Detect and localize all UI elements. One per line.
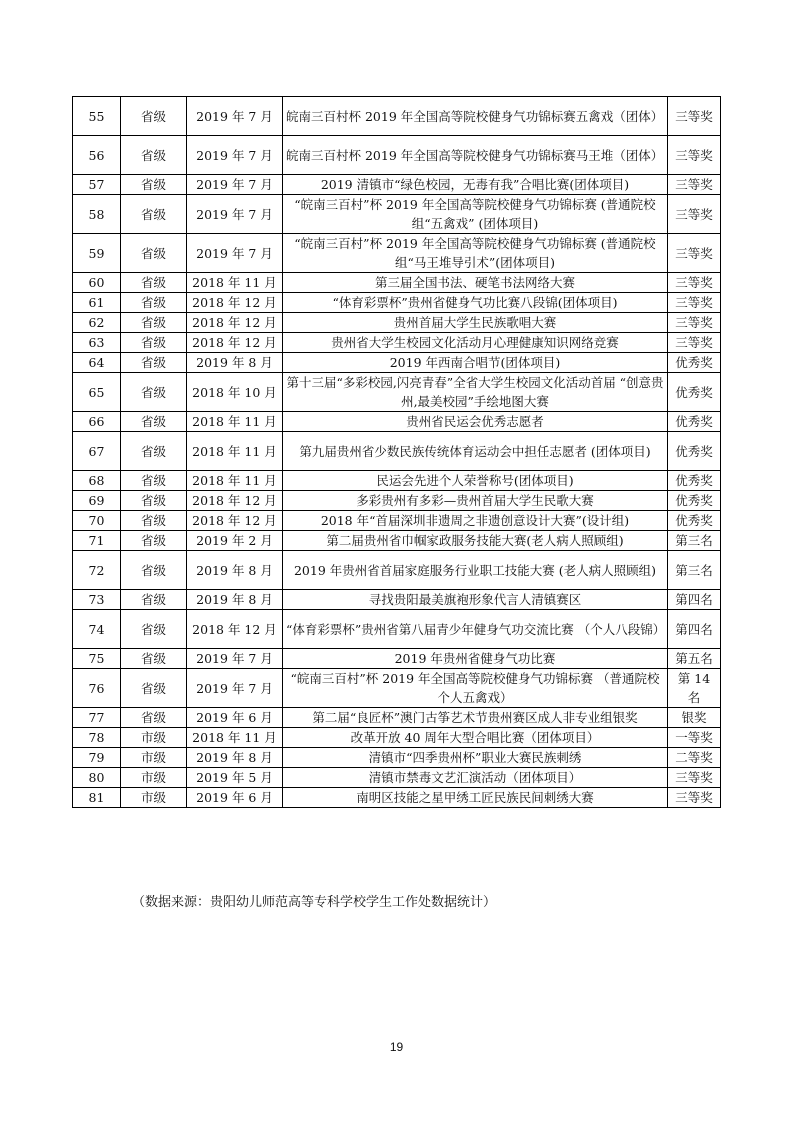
competition-name: 皖南三百村杯 2019 年全国高等院校健身气功锦标赛五禽戏（团体） <box>283 97 668 136</box>
award-result: 第五名 <box>668 649 721 669</box>
competition-name: “皖南三百村”杯 2019 年全国高等院校健身气功锦标赛 (普通院校组“马王堆导引术”(团体项目) <box>283 234 668 273</box>
award-date: 2019 年 7 月 <box>187 97 283 136</box>
table-row <box>73 748 721 768</box>
award-level: 省级 <box>121 136 187 175</box>
competition-name: “皖南三百村”杯 2019 年全国高等院校健身气功锦标赛 （普通院校个人五禽戏） <box>283 669 668 708</box>
row-number: 57 <box>73 175 121 195</box>
table-row <box>73 293 721 313</box>
award-level: 省级 <box>121 175 187 195</box>
award-result: 三等奖 <box>668 175 721 195</box>
row-number: 72 <box>73 551 121 590</box>
competition-name: 皖南三百村杯 2019 年全国高等院校健身气功锦标赛马王堆（团体） <box>283 136 668 175</box>
row-number: 61 <box>73 293 121 313</box>
award-date: 2018 年 12 月 <box>187 333 283 353</box>
row-number: 62 <box>73 313 121 333</box>
award-result: 优秀奖 <box>668 412 721 432</box>
row-number: 60 <box>73 273 121 293</box>
row-number: 79 <box>73 748 121 768</box>
award-level: 省级 <box>121 708 187 728</box>
table-row <box>73 491 721 511</box>
award-date: 2018 年 10 月 <box>187 373 283 412</box>
table-row <box>73 353 721 373</box>
award-level: 省级 <box>121 293 187 313</box>
award-level: 省级 <box>121 234 187 273</box>
award-date: 2019 年 5 月 <box>187 768 283 788</box>
award-level: 市级 <box>121 728 187 748</box>
row-number: 81 <box>73 788 121 808</box>
award-level: 省级 <box>121 313 187 333</box>
award-result: 第 14 名 <box>668 669 721 708</box>
award-result: 三等奖 <box>668 313 721 333</box>
award-date: 2019 年 8 月 <box>187 590 283 610</box>
award-level: 省级 <box>121 491 187 511</box>
row-number: 70 <box>73 511 121 531</box>
award-date: 2019 年 7 月 <box>187 669 283 708</box>
award-result: 三等奖 <box>668 234 721 273</box>
award-result: 第四名 <box>668 610 721 649</box>
competition-name: 民运会先进个人荣誉称号(团体项目) <box>283 471 668 491</box>
competition-name: “体育彩票杯”贵州省第八届青少年健身气功交流比赛 （个人八段锦） <box>283 610 668 649</box>
source-note: （数据来源：贵阳幼儿师范高等专科学校学生工作处数据统计） <box>132 895 497 910</box>
award-level: 省级 <box>121 353 187 373</box>
row-number: 58 <box>73 195 121 234</box>
table-row <box>73 234 721 273</box>
award-result: 三等奖 <box>668 788 721 808</box>
award-result: 三等奖 <box>668 97 721 136</box>
competition-name: 2019 年贵州省健身气功比赛 <box>283 649 668 669</box>
award-result: 银奖 <box>668 708 721 728</box>
award-date: 2018 年 12 月 <box>187 491 283 511</box>
row-number: 67 <box>73 432 121 471</box>
table-row <box>73 551 721 590</box>
row-number: 77 <box>73 708 121 728</box>
award-date: 2019 年 2 月 <box>187 531 283 551</box>
award-date: 2018 年 12 月 <box>187 293 283 313</box>
row-number: 68 <box>73 471 121 491</box>
row-number: 65 <box>73 373 121 412</box>
award-result: 三等奖 <box>668 136 721 175</box>
award-result: 三等奖 <box>668 195 721 234</box>
award-level: 省级 <box>121 195 187 234</box>
award-date: 2018 年 11 月 <box>187 471 283 491</box>
award-result: 优秀奖 <box>668 432 721 471</box>
table-row <box>73 649 721 669</box>
award-level: 省级 <box>121 590 187 610</box>
award-date: 2018 年 12 月 <box>187 610 283 649</box>
competition-name: 第二届“良匠杯”澳门古筝艺术节贵州赛区成人非专业组银奖 <box>283 708 668 728</box>
table-row <box>73 373 721 412</box>
award-result: 优秀奖 <box>668 373 721 412</box>
row-number: 76 <box>73 669 121 708</box>
award-result: 一等奖 <box>668 728 721 748</box>
table-row <box>73 531 721 551</box>
award-result: 三等奖 <box>668 333 721 353</box>
table-row <box>73 195 721 234</box>
row-number: 64 <box>73 353 121 373</box>
award-level: 省级 <box>121 610 187 649</box>
award-result: 优秀奖 <box>668 491 721 511</box>
awards-table <box>72 96 721 808</box>
award-level: 市级 <box>121 768 187 788</box>
award-date: 2018 年 11 月 <box>187 273 283 293</box>
award-result: 优秀奖 <box>668 353 721 373</box>
row-number: 75 <box>73 649 121 669</box>
competition-name: 多彩贵州有多彩—贵州首届大学生民歌大赛 <box>283 491 668 511</box>
row-number: 74 <box>73 610 121 649</box>
award-level: 市级 <box>121 788 187 808</box>
competition-name: 第九届贵州省少数民族传统体育运动会中担任志愿者 (团体项目) <box>283 432 668 471</box>
table-row <box>73 432 721 471</box>
award-date: 2019 年 6 月 <box>187 788 283 808</box>
competition-name: 贵州省民运会优秀志愿者 <box>283 412 668 432</box>
award-date: 2018 年 11 月 <box>187 412 283 432</box>
awards-table-body <box>73 97 721 808</box>
row-number: 80 <box>73 768 121 788</box>
award-result: 优秀奖 <box>668 471 721 491</box>
competition-name: 2018 年“首届深圳非遗周之非遗创意设计大赛”(设计组) <box>283 511 668 531</box>
competition-name: 改革开放 40 周年大型合唱比赛（团体项目） <box>283 728 668 748</box>
row-number: 69 <box>73 491 121 511</box>
award-level: 省级 <box>121 273 187 293</box>
row-number: 59 <box>73 234 121 273</box>
award-result: 优秀奖 <box>668 511 721 531</box>
competition-name: 2019 年西南合唱节(团体项目) <box>283 353 668 373</box>
table-row <box>73 728 721 748</box>
award-level: 省级 <box>121 373 187 412</box>
table-row <box>73 768 721 788</box>
award-date: 2019 年 7 月 <box>187 136 283 175</box>
award-result: 三等奖 <box>668 768 721 788</box>
award-date: 2019 年 6 月 <box>187 708 283 728</box>
competition-name: 贵州首届大学生民族歌唱大赛 <box>283 313 668 333</box>
award-level: 省级 <box>121 511 187 531</box>
competition-name: 第二届贵州省巾帼家政服务技能大赛(老人病人照顾组) <box>283 531 668 551</box>
award-level: 省级 <box>121 432 187 471</box>
table-row <box>73 610 721 649</box>
table-row <box>73 511 721 531</box>
award-level: 市级 <box>121 748 187 768</box>
competition-name: 清镇市“四季贵州杯”职业大赛民族刺绣 <box>283 748 668 768</box>
table-row <box>73 136 721 175</box>
row-number: 73 <box>73 590 121 610</box>
competition-name: 第十三届“多彩校园,闪亮青春”全省大学生校园文化活动首届 “创意贵州,最美校园”手绘地图大赛 <box>283 373 668 412</box>
award-result: 第三名 <box>668 531 721 551</box>
award-date: 2019 年 8 月 <box>187 353 283 373</box>
award-date: 2019 年 7 月 <box>187 195 283 234</box>
award-date: 2018 年 11 月 <box>187 432 283 471</box>
row-number: 55 <box>73 97 121 136</box>
table-row <box>73 313 721 333</box>
competition-name: 南明区技能之星甲绣工匠民族民间刺绣大赛 <box>283 788 668 808</box>
award-level: 省级 <box>121 412 187 432</box>
award-level: 省级 <box>121 669 187 708</box>
competition-name: “皖南三百村”杯 2019 年全国高等院校健身气功锦标赛 (普通院校组“五禽戏” (团体项目) <box>283 195 668 234</box>
table-row <box>73 333 721 353</box>
table-row <box>73 97 721 136</box>
award-date: 2019 年 8 月 <box>187 551 283 590</box>
competition-name: 贵州省大学生校园文化活动月心理健康知识网络竞赛 <box>283 333 668 353</box>
row-number: 78 <box>73 728 121 748</box>
award-date: 2018 年 12 月 <box>187 313 283 333</box>
row-number: 56 <box>73 136 121 175</box>
award-level: 省级 <box>121 531 187 551</box>
award-result: 三等奖 <box>668 273 721 293</box>
row-number: 71 <box>73 531 121 551</box>
table-row <box>73 708 721 728</box>
award-level: 省级 <box>121 551 187 590</box>
award-level: 省级 <box>121 471 187 491</box>
award-result: 第三名 <box>668 551 721 590</box>
award-date: 2019 年 7 月 <box>187 649 283 669</box>
award-date: 2018 年 12 月 <box>187 511 283 531</box>
competition-name: 第三届全国书法、硬笔书法网络大赛 <box>283 273 668 293</box>
competition-name: 2019 清镇市“绿色校园，无毒有我”合唱比赛(团体项目) <box>283 175 668 195</box>
award-date: 2018 年 11 月 <box>187 728 283 748</box>
award-result: 二等奖 <box>668 748 721 768</box>
table-row <box>73 175 721 195</box>
award-level: 省级 <box>121 649 187 669</box>
competition-name: “体育彩票杯”贵州省健身气功比赛八段锦(团体项目) <box>283 293 668 313</box>
competition-name: 寻找贵阳最美旗袍形象代言人清镇赛区 <box>283 590 668 610</box>
award-result: 三等奖 <box>668 293 721 313</box>
row-number: 63 <box>73 333 121 353</box>
award-level: 省级 <box>121 333 187 353</box>
table-row <box>73 590 721 610</box>
award-level: 省级 <box>121 97 187 136</box>
award-result: 第四名 <box>668 590 721 610</box>
page-number: 19 <box>389 1040 404 1054</box>
table-row <box>73 669 721 708</box>
table-row <box>73 471 721 491</box>
award-date: 2019 年 7 月 <box>187 175 283 195</box>
row-number: 66 <box>73 412 121 432</box>
award-date: 2019 年 8 月 <box>187 748 283 768</box>
table-row <box>73 788 721 808</box>
competition-name: 清镇市禁毒文艺汇演活动（团体项目） <box>283 768 668 788</box>
table-row <box>73 273 721 293</box>
award-date: 2019 年 7 月 <box>187 234 283 273</box>
competition-name: 2019 年贵州省首届家庭服务行业职工技能大赛 (老人病人照顾组) <box>283 551 668 590</box>
table-row <box>73 412 721 432</box>
